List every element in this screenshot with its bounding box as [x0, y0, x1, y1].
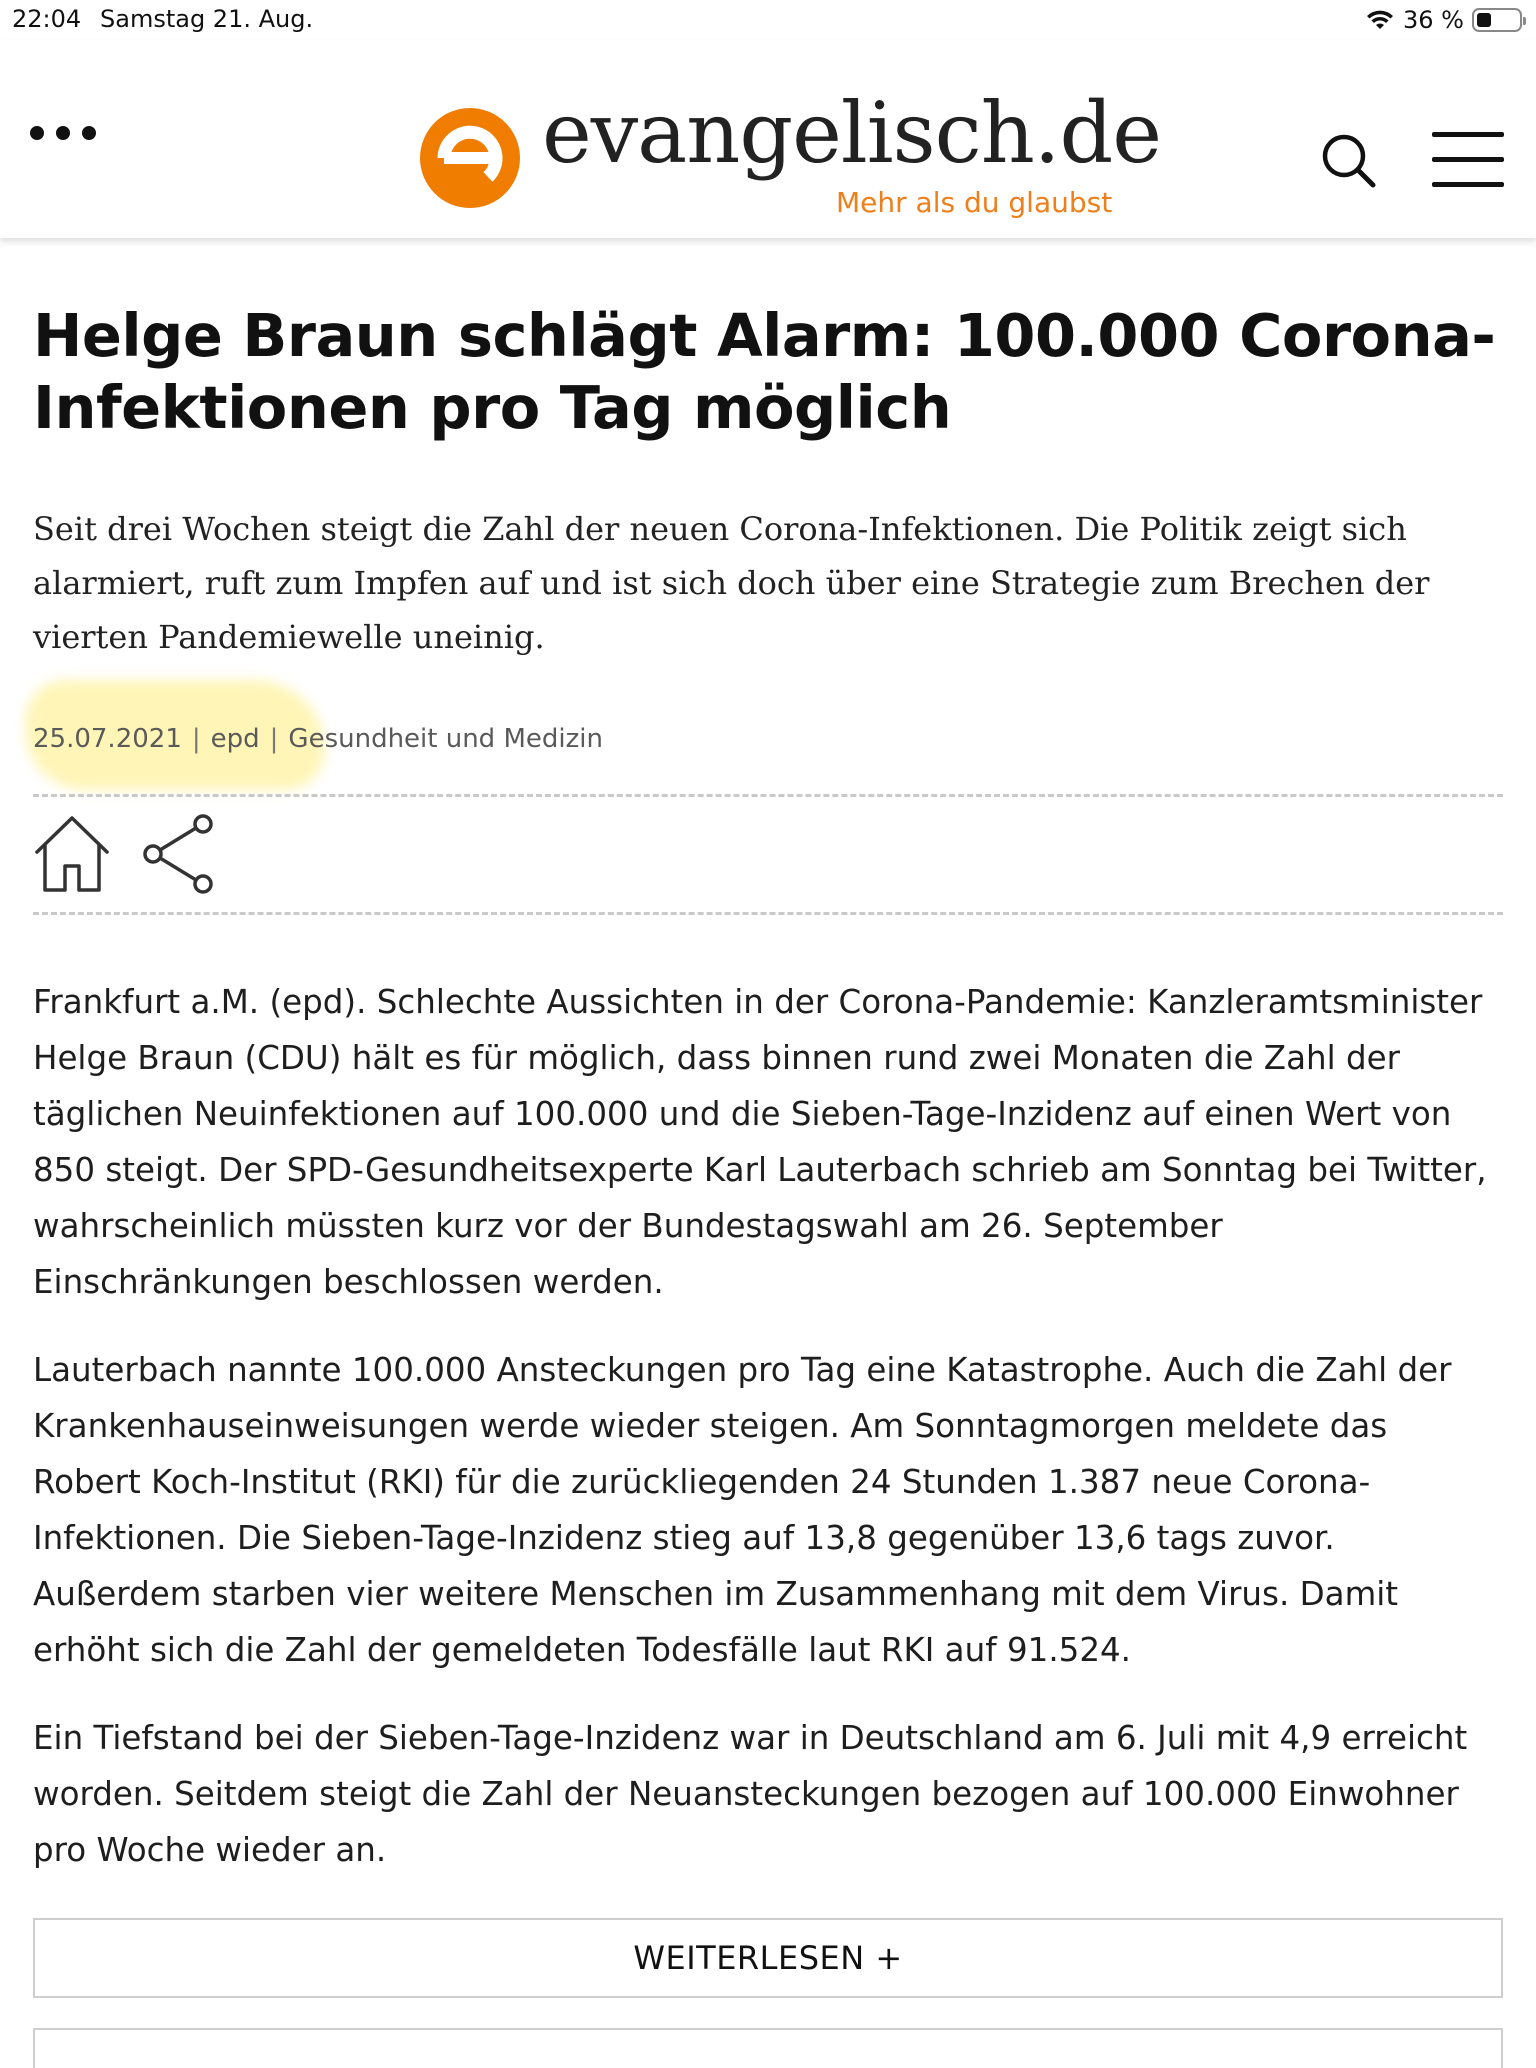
read-more-button[interactable]: WEITERLESEN + — [33, 1918, 1503, 1998]
wifi-icon — [1365, 8, 1395, 32]
search-icon[interactable] — [1318, 130, 1378, 190]
article — [33, 300, 1503, 1869]
battery-percent: 36 % — [1403, 6, 1464, 34]
article-meta — [33, 724, 603, 754]
share-icon[interactable] — [141, 812, 221, 896]
article-category-link[interactable]: Gesundheit und Medizin — [288, 724, 603, 754]
status-time: 22:04 — [12, 5, 82, 33]
status-bar — [0, 0, 1536, 40]
battery-icon — [1472, 8, 1522, 32]
article-lead: Seit drei Wochen steigt die Zahl der neuen Corona-Infektionen. Die Politik zeigt sich alarmiert, ruft zum Impfen auf und ist sich doch über eine Strategie zum Brechen der vierten Pandemiewelle uneinig. — [33, 510, 1430, 656]
dot — [82, 126, 96, 140]
hamburger-menu-icon[interactable] — [1432, 132, 1504, 188]
dot — [56, 126, 70, 140]
article-paragraph: Ein Tiefstand bei der Sieben-Tage-Inzidenz war in Deutschland am 6. Juli mit 4,9 erreicht worden. Seitdem steigt die Zahl der Neuansteckungen bezogen auf 100.000 Einwohner pro Woche wieder an. — [33, 1719, 1468, 1869]
hamburger-bar — [1432, 157, 1504, 162]
site-name: evangelisch.de — [542, 84, 1161, 182]
status-right — [1365, 4, 1522, 36]
divider-bottom — [33, 912, 1503, 915]
battery-nub — [1523, 17, 1526, 25]
article-paragraph: Lauterbach nannte 100.000 Ansteckungen pro Tag eine Katastrophe. Auch die Zahl der Krankenhauseinweisungen werde wieder steigen. Am Sonntagmorgen meldete das Robert Koch-Institut (RKI) für die zurückliegenden 24 Stunden 1.387 neue Corona-Infektionen. Die Sieben-Tage-Inzidenz stieg auf 13,8 gegenüber 13,6 tags zuvor. Außerdem starben vier weitere Menschen im Zusammenhang mit dem Virus. Damit erhöht sich die Zahl der gemeldeten Todesfälle laut RKI auf 91.524. — [33, 1351, 1452, 1669]
site-header — [0, 40, 1536, 238]
hamburger-bar — [1432, 132, 1504, 137]
divider-top — [33, 794, 1503, 797]
site-logo[interactable] — [420, 68, 1161, 219]
home-icon[interactable] — [33, 814, 111, 894]
meta-separator: | — [191, 724, 201, 754]
dot — [30, 126, 44, 140]
meta-separator: | — [269, 724, 279, 754]
evangelisch-logo-mark-icon — [420, 108, 520, 208]
more-dots-icon[interactable] — [30, 118, 104, 148]
article-title: Helge Braun schlägt Alarm: 100.000 Corona-Infektionen pro Tag möglich — [33, 301, 1496, 442]
hamburger-bar — [1432, 182, 1504, 187]
status-date: Samstag 21. Aug. — [100, 5, 314, 33]
article-body — [33, 974, 1503, 1910]
article-date: 25.07.2021 — [33, 724, 182, 754]
article-paragraph: Frankfurt a.M. (epd). Schlechte Aussichten in der Corona-Pandemie: Kanzleramtsminister Helge Braun (CDU) hält es für möglich, dass binnen rund zwei Monaten die Zahl der täglichen Neuinfektionen auf 100.000 und die Sieben-Tage-Inzidenz auf einen Wert von 850 steigt. Der SPD-Gesundheitsexperte Karl Lauterbach schrieb am Sonntag bei Twitter, wahrscheinlich müssten kurz vor der Bundestagswahl am 26. September Einschränkungen beschlossen werden. — [33, 983, 1487, 1301]
site-tagline: Mehr als du glaubst — [836, 186, 1113, 219]
article-source: epd — [210, 724, 260, 754]
battery-fill — [1477, 13, 1491, 27]
next-content-box — [33, 2028, 1503, 2068]
